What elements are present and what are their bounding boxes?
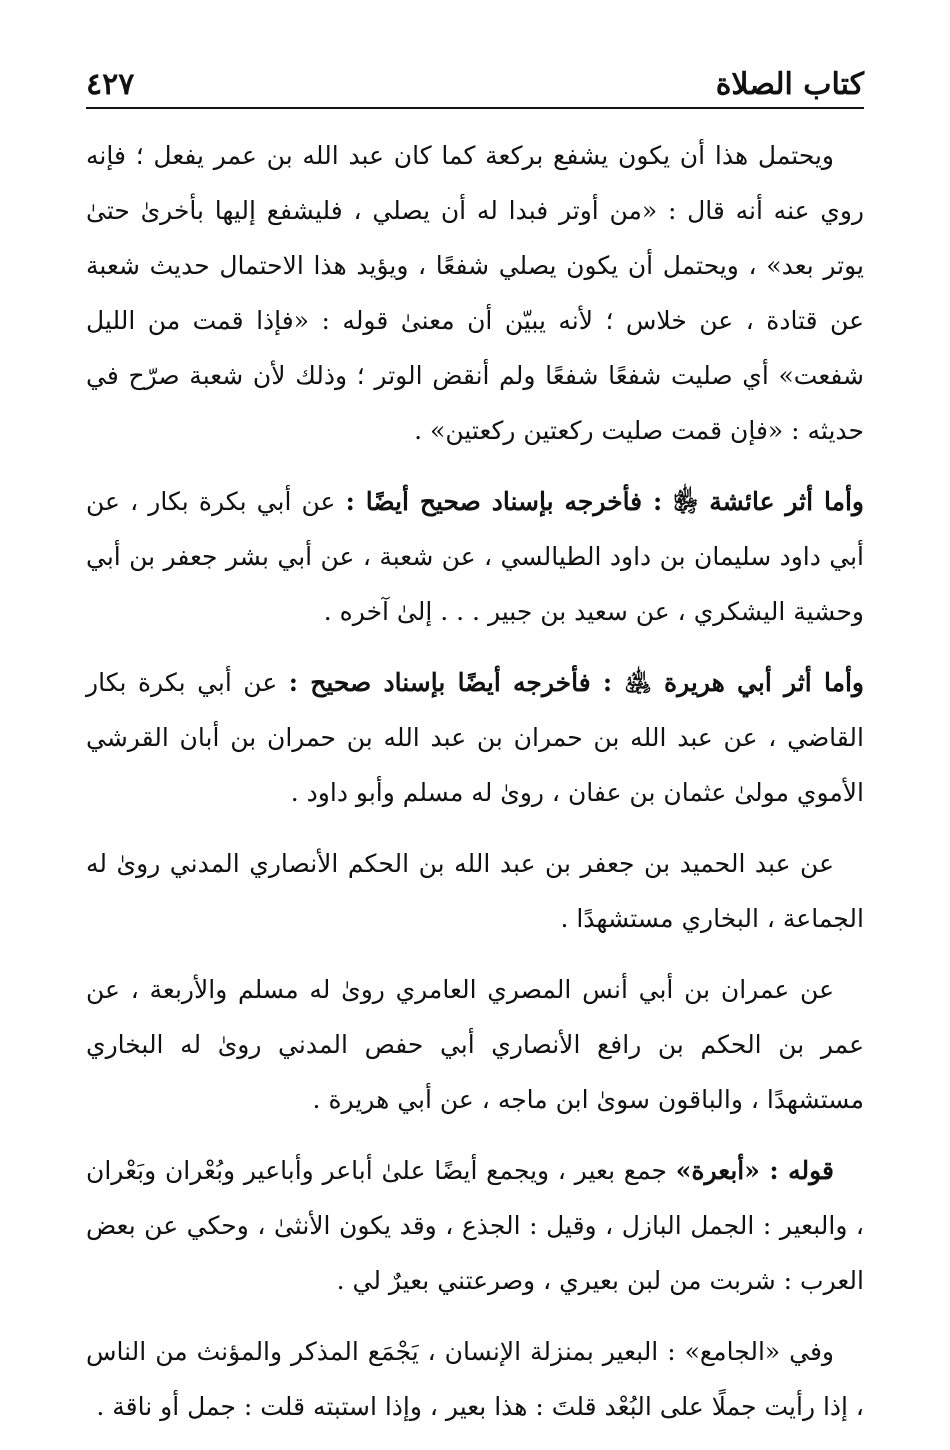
paragraph-lead: وأما أثر عائشة ﵂ : فأخرجه بإسناد صحيح أيضًا :	[345, 487, 864, 516]
paragraph	[86, 1143, 864, 1308]
paragraph-text: وفي «الجامع» : البعير بمنزلة الإنسان ، يَجْمَع المذكر والمؤنث من الناس ، إذا رأيت جملًا على البُعْد قلتَ : هذا بعير ، وإذا استبته قلت : جمل أو ناقة .	[86, 1337, 864, 1421]
paragraph-lead: وأما أثر أبي هريرة ﵁ : فأخرجه أيضًا بإسناد صحيح :	[288, 668, 864, 697]
header-divider	[86, 107, 864, 109]
paragraph-text: عن أبي بكرة بكار ، عن أبي داود سليمان بن داود الطيالسي ، عن شعبة ، عن أبي بشر جعفر بن أبي وحشية اليشكري ، عن سعيد بن جبير . . . إلىٰ آخره .	[86, 487, 864, 626]
paragraph-lead: قوله : «أبعرة»	[675, 1156, 834, 1185]
paragraph-text: جمع بعير ، ويجمع أيضًا علىٰ أباعر وأباعير وبُعْران وبَعْران ، والبعير : الجمل البازل ، وقيل : الجذع ، وقد يكون الأنثىٰ ، وحكي عن بعض العرب : شربت من لبن بعيري ، وصرعتني بعيرٌ لي .	[86, 1156, 864, 1295]
page-header	[86, 56, 864, 100]
paragraph-text: ويحتمل هذا أن يكون يشفع بركعة كما كان عبد الله بن عمر يفعل ؛ فإنه روي عنه أنه قال : «من أوتر فبدا له أن يصلي ، فليشفع إليها بأخرىٰ حتىٰ يوتر بعد» ، ويحتمل أن يكون يصلي شفعًا ، ويؤيد هذا الاحتمال حديث شعبة عن قتادة ، عن خلاس ؛ لأنه يبيّن أن معنىٰ قوله : «فإذا قمت من الليل شفعت» أي صليت شفعًا شفعًا ولم أنقض الوتر ؛ وذلك لأن شعبة صرّح في حديثه : «فإن قمت صليت ركعتين ركعتين» .	[86, 141, 864, 445]
paragraph	[86, 1324, 864, 1434]
paragraph	[86, 655, 864, 820]
paragraph	[86, 474, 864, 639]
paragraph	[86, 836, 864, 946]
paragraph-text: عن عبد الحميد بن جعفر بن عبد الله بن الحكم الأنصاري المدني روىٰ له الجماعة ، البخاري مستشهدًا .	[86, 849, 864, 933]
paragraph-text: عن أبي بكرة بكار القاضي ، عن عبد الله بن حمران بن عبد الله بن حمران بن أبان القرشي الأموي مولىٰ عثمان بن عفان ، روىٰ له مسلم وأبو داود .	[86, 668, 864, 807]
page-body	[86, 128, 864, 1450]
paragraph-text: عن عمران بن أبي أنس المصري العامري روىٰ له مسلم والأربعة ، عن عمر بن الحكم بن رافع الأنصاري أبي حفص المدني روىٰ له البخاري مستشهدًا ، والباقون سوىٰ ابن ماجه ، عن أبي هريرة .	[86, 975, 864, 1114]
paragraph	[86, 128, 864, 458]
paragraph	[86, 962, 864, 1127]
page-number: ٤٢٧	[86, 67, 135, 102]
running-title: كتاب الصلاة	[715, 67, 864, 102]
